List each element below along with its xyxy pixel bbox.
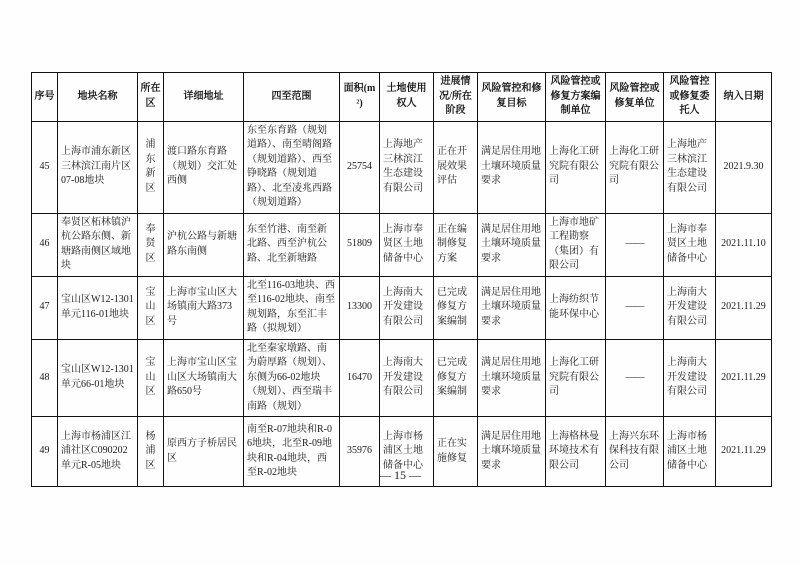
table-cell: 上海市宝山区大场镇南大路373号 bbox=[164, 276, 244, 339]
table-cell: 已完成修复方案编制 bbox=[434, 339, 478, 417]
table-cell: 2021.11.29 bbox=[716, 276, 772, 339]
table-cell: 49 bbox=[32, 417, 58, 487]
table-cell: 上海市地矿工程勘察（集团）有限公司 bbox=[546, 213, 606, 276]
table-cell: 已完成修复方案编制 bbox=[434, 276, 478, 339]
table-cell: —— bbox=[606, 339, 664, 417]
table-cell: 宝山区W12-1301单元66-01地块 bbox=[58, 339, 138, 417]
table-cell: 北至116-03地块、西至116-02地块、南至规划路，东至汇丰路（拟规划） bbox=[244, 276, 340, 339]
table-cell: 上海南大开发建设有限公司 bbox=[664, 276, 716, 339]
table-cell: 2021.11.29 bbox=[716, 339, 772, 417]
table-cell: 正在实施修复 bbox=[434, 417, 478, 487]
table-cell: 满足居住用地土壤环境质量要求 bbox=[478, 121, 546, 213]
table-cell: 沪杭公路与新塘路东南侧 bbox=[164, 213, 244, 276]
table-header-row bbox=[32, 73, 772, 122]
table-cell: 上海纺织节能环保中心 bbox=[546, 276, 606, 339]
table-cell: 上海兴东环保科技有限公司 bbox=[606, 417, 664, 487]
column-header: 序号 bbox=[32, 73, 58, 122]
column-header: 地块名称 bbox=[58, 73, 138, 122]
column-header: 四至范围 bbox=[244, 73, 340, 122]
table-cell: 51809 bbox=[340, 213, 380, 276]
table-cell: 上海市杨浦区江浦社区C090202单元R-05地块 bbox=[58, 417, 138, 487]
table-cell: 奉贤区 bbox=[138, 213, 164, 276]
table-cell: —— bbox=[606, 213, 664, 276]
table-row bbox=[32, 339, 772, 417]
table-cell: 上海南大开发建设有限公司 bbox=[664, 339, 716, 417]
table-cell: 2021.11.10 bbox=[716, 213, 772, 276]
table-cell: 46 bbox=[32, 213, 58, 276]
table-cell: 上海地产三林滨江生态建设有限公司 bbox=[664, 121, 716, 213]
table-cell: 满足居住用地土壤环境质量要求 bbox=[478, 276, 546, 339]
table-cell: 上海南大开发建设有限公司 bbox=[380, 276, 434, 339]
table-cell: 东至东育路（规划道路）、南至晴阁路（规划道路）、西至铮晓路（规划道路）、北至凌兆西路（规划道路） bbox=[244, 121, 340, 213]
table-cell: 48 bbox=[32, 339, 58, 417]
table-cell: 杨浦区 bbox=[138, 417, 164, 487]
table-cell: 正在编制修复方案 bbox=[434, 213, 478, 276]
table-cell: 13300 bbox=[340, 276, 380, 339]
table-cell: 宝山区 bbox=[138, 276, 164, 339]
table-cell: 上海化工研究院有限公司 bbox=[606, 121, 664, 213]
table-cell: 东至竹港、南至新北路、西至沪杭公路、北至新塘路 bbox=[244, 213, 340, 276]
column-header: 风险管控或修复委托人 bbox=[664, 73, 716, 122]
table-cell: 浦东新区 bbox=[138, 121, 164, 213]
table-cell: 奉贤区柘林镇沪杭公路东侧、新塘路南侧区域地块 bbox=[58, 213, 138, 276]
table-cell: 上海化工研究院有限公司 bbox=[546, 121, 606, 213]
table-cell: 45 bbox=[32, 121, 58, 213]
table-cell: 上海化工研究院有限公司 bbox=[546, 339, 606, 417]
table-cell: 上海市奉贤区土地储备中心 bbox=[664, 213, 716, 276]
table-cell: 25754 bbox=[340, 121, 380, 213]
table-cell: 正在开展效果评估 bbox=[434, 121, 478, 213]
table-cell: 上海市宝山区宝山区大场镇南大路650号 bbox=[164, 339, 244, 417]
table-cell: 2021.9.30 bbox=[716, 121, 772, 213]
table-cell: 满足居住用地土壤环境质量要求 bbox=[478, 213, 546, 276]
column-header: 所在区 bbox=[138, 73, 164, 122]
table-cell: 47 bbox=[32, 276, 58, 339]
table-cell: 满足居住用地土壤环境质量要求 bbox=[478, 417, 546, 487]
table-cell: 16470 bbox=[340, 339, 380, 417]
column-header: 风险管控或修复单位 bbox=[606, 73, 664, 122]
table-cell: 渡口路东育路（规划）交汇处西侧 bbox=[164, 121, 244, 213]
table-cell: 35976 bbox=[340, 417, 380, 487]
column-header: 详细地址 bbox=[164, 73, 244, 122]
table-cell: 原西方子桥居民区 bbox=[164, 417, 244, 487]
table-row bbox=[32, 121, 772, 213]
table-cell: 南至R-07地块和R-06地块，北至R-09地块和R-04地块，西至R-02地块 bbox=[244, 417, 340, 487]
column-header: 纳入日期 bbox=[716, 73, 772, 122]
table-cell: 上海市杨浦区土地储备中心 bbox=[380, 417, 434, 487]
column-header: 土地使用权人 bbox=[380, 73, 434, 122]
column-header: 风险管控或修复方案编制单位 bbox=[546, 73, 606, 122]
table-cell: 上海市奉贤区土地储备中心 bbox=[380, 213, 434, 276]
table-cell: 宝山区W12-1301单元116-01地块 bbox=[58, 276, 138, 339]
column-header: 进展情况/所在阶段 bbox=[434, 73, 478, 122]
table-row bbox=[32, 213, 772, 276]
table-row bbox=[32, 276, 772, 339]
table-cell: 宝山区 bbox=[138, 339, 164, 417]
table-cell: 上海格林曼环境技术有限公司 bbox=[546, 417, 606, 487]
page-number: — 15 — bbox=[379, 468, 421, 482]
table-cell: 上海地产三林滨江生态建设有限公司 bbox=[380, 121, 434, 213]
column-header: 风险管控和修复目标 bbox=[478, 73, 546, 122]
table-cell: —— bbox=[606, 276, 664, 339]
table-cell: 北至秦家墩路、南为蔚厚路（规划）、东侧为66-02地块（规划）、西至瑞丰南路（规划） bbox=[244, 339, 340, 417]
table-cell: 满足居住用地土壤环境质量要求 bbox=[478, 339, 546, 417]
land-parcel-table bbox=[31, 72, 772, 487]
column-header: 面积(m²) bbox=[340, 73, 380, 122]
table-cell: 上海市杨浦区土地储备中心 bbox=[664, 417, 716, 487]
table-cell: 上海南大开发建设有限公司 bbox=[380, 339, 434, 417]
table-cell: 上海市浦东新区三林滨江南片区07-08地块 bbox=[58, 121, 138, 213]
table-cell: 2021.11.29 bbox=[716, 417, 772, 487]
